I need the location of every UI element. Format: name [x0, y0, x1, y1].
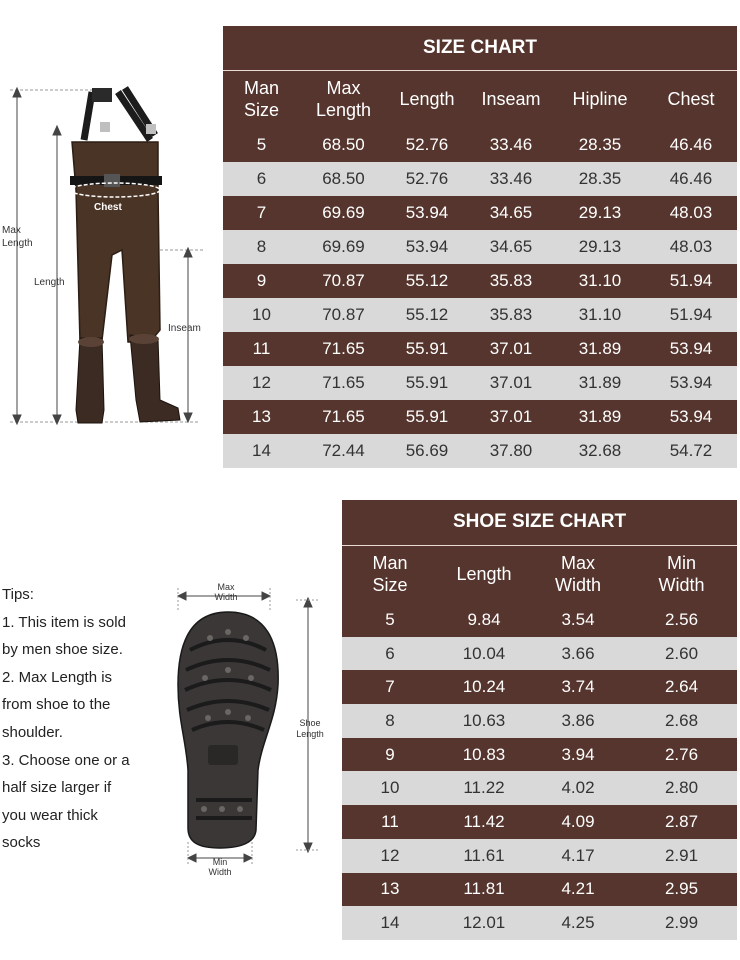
size-table-cell: 13: [223, 400, 300, 434]
shoe-table-cell: 4.25: [530, 906, 626, 940]
shoe-chart-title: SHOE SIZE CHART: [342, 500, 737, 545]
size-table-cell: 31.89: [555, 400, 645, 434]
size-table-cell: 28.35: [555, 162, 645, 196]
size-header-cell: Length: [387, 70, 467, 128]
size-table-cell: 35.83: [467, 298, 555, 332]
shoe-table-cell: 2.95: [626, 873, 737, 907]
shoe-table-cell: 10.83: [438, 738, 530, 772]
size-header-cell: Max Length: [300, 70, 387, 128]
size-table-cell: 12: [223, 366, 300, 400]
size-table-cell: 31.10: [555, 298, 645, 332]
table-row: [342, 805, 737, 839]
shoe-table-cell: 2.68: [626, 704, 737, 738]
shoe-table-cell: 5: [342, 603, 438, 637]
size-table-cell: 55.91: [387, 366, 467, 400]
size-table-cell: 14: [223, 434, 300, 468]
length-label: Length: [34, 277, 65, 288]
shoe-table-cell: 2.99: [626, 906, 737, 940]
shoe-header-cell: Max Width: [530, 545, 626, 603]
size-table-cell: 52.76: [387, 162, 467, 196]
size-table-cell: 34.65: [467, 196, 555, 230]
size-table-cell: 71.65: [300, 366, 387, 400]
size-table-cell: 10: [223, 298, 300, 332]
size-table-cell: 53.94: [645, 332, 737, 366]
tips-line: you wear thick: [2, 806, 98, 824]
tips-line: socks: [2, 834, 41, 852]
size-table-cell: 35.83: [467, 264, 555, 298]
table-row: [223, 162, 737, 196]
size-table-cell: 37.01: [467, 332, 555, 366]
table-row: [342, 873, 737, 907]
shoe-table-cell: 2.91: [626, 839, 737, 873]
table-row: [342, 704, 737, 738]
size-table-cell: 28.35: [555, 128, 645, 162]
shoe-table-cell: 2.80: [626, 771, 737, 805]
max-length-label: Max Length: [2, 225, 33, 249]
size-table-cell: 37.01: [467, 400, 555, 434]
shoe-table-cell: 3.86: [530, 704, 626, 738]
tips-line: by men shoe size.: [2, 641, 123, 659]
table-row: [342, 603, 737, 637]
wader-body: [72, 142, 160, 342]
tips-line: 2. Max Length is: [2, 668, 113, 686]
shoe-table-cell: 6: [342, 637, 438, 671]
tips-text: [2, 581, 130, 857]
shoe-table-cell: 2.56: [626, 603, 737, 637]
shoe-table-cell: 12.01: [438, 906, 530, 940]
size-table-cell: 37.01: [467, 366, 555, 400]
size-table-cell: 71.65: [300, 332, 387, 366]
size-table-cell: 55.91: [387, 400, 467, 434]
size-header-cell: Man Size: [223, 70, 300, 128]
shoe-table-cell: 4.09: [530, 805, 626, 839]
shoe-table-cell: 7: [342, 670, 438, 704]
table-row: [223, 196, 737, 230]
size-table-cell: 53.94: [387, 230, 467, 264]
max-width-label: Max Width: [214, 582, 238, 602]
table-row: [223, 264, 737, 298]
size-table-cell: 53.94: [645, 366, 737, 400]
shoe-table-cell: 13: [342, 873, 438, 907]
shoe-table-cell: 10.63: [438, 704, 530, 738]
table-row: [223, 230, 737, 264]
tips-line: Tips:: [2, 586, 34, 603]
shoe-table-cell: 4.02: [530, 771, 626, 805]
size-table-cell: 52.76: [387, 128, 467, 162]
shoe-table-cell: 4.21: [530, 873, 626, 907]
size-table-cell: 11: [223, 332, 300, 366]
size-table-cell: 51.94: [645, 298, 737, 332]
size-table-cell: 7: [223, 196, 300, 230]
size-table-cell: 37.80: [467, 434, 555, 468]
size-table-cell: 51.94: [645, 264, 737, 298]
shoe-table-cell: 9.84: [438, 603, 530, 637]
size-header-cell: Hipline: [555, 70, 645, 128]
inseam-label: Inseam: [168, 323, 201, 334]
chest-label: Chest: [94, 202, 122, 213]
table-row: [223, 332, 737, 366]
size-table-cell: 8: [223, 230, 300, 264]
size-table-cell: 72.44: [300, 434, 387, 468]
size-table-cell: 55.12: [387, 298, 467, 332]
shoe-table-cell: 11: [342, 805, 438, 839]
tips-line: 1. This item is sold: [2, 613, 126, 631]
shoe-table-cell: 4.17: [530, 839, 626, 873]
shoe-header-cell: Min Width: [626, 545, 737, 603]
wader-illustration: [0, 80, 225, 440]
shoe-table-cell: 3.66: [530, 637, 626, 671]
size-table-cell: 5: [223, 128, 300, 162]
table-row: [223, 298, 737, 332]
size-header-cell: Chest: [645, 70, 737, 128]
table-row: [342, 738, 737, 772]
size-table-cell: 29.13: [555, 230, 645, 264]
shoe-table-cell: 12: [342, 839, 438, 873]
size-table-cell: 69.69: [300, 230, 387, 264]
size-header-cell: Inseam: [467, 70, 555, 128]
size-table-cell: 29.13: [555, 196, 645, 230]
shoe-table-cell: 9: [342, 738, 438, 772]
size-table-cell: 68.50: [300, 162, 387, 196]
shoe-table-cell: 2.60: [626, 637, 737, 671]
shoe-table-cell: 10: [342, 771, 438, 805]
size-table-cell: 56.69: [387, 434, 467, 468]
right-boot: [130, 335, 180, 422]
size-table-cell: 31.89: [555, 332, 645, 366]
shoe-length-label: Shoe Length: [296, 718, 324, 739]
shoe-table-cell: 2.76: [626, 738, 737, 772]
left-boot: [76, 338, 104, 423]
size-chart-title: SIZE CHART: [223, 26, 737, 70]
size-table-cell: 34.65: [467, 230, 555, 264]
tips-line: shoulder.: [2, 723, 63, 741]
shoe-table-cell: 8: [342, 704, 438, 738]
size-table-cell: 31.10: [555, 264, 645, 298]
size-table-cell: 46.46: [645, 162, 737, 196]
size-table-cell: 46.46: [645, 128, 737, 162]
table-row: [223, 128, 737, 162]
shoe-header-cell: Length: [438, 545, 530, 603]
size-table-cell: 32.68: [555, 434, 645, 468]
table-row: [223, 400, 737, 434]
size-table-cell: 68.50: [300, 128, 387, 162]
size-table-cell: 48.03: [645, 230, 737, 264]
tips-line: 3. Choose one or a: [2, 751, 130, 769]
shoe-table-cell: 14: [342, 906, 438, 940]
shoe-table-cell: 11.22: [438, 771, 530, 805]
size-table-cell: 55.91: [387, 332, 467, 366]
tips-line: half size larger if: [2, 779, 112, 797]
shoe-table-cell: 2.87: [626, 805, 737, 839]
table-row: [223, 434, 737, 468]
table-row: [223, 366, 737, 400]
size-table-cell: 70.87: [300, 264, 387, 298]
shoe-table-cell: 3.74: [530, 670, 626, 704]
shoe-table-cell: 11.81: [438, 873, 530, 907]
shoe-table-cell: 3.54: [530, 603, 626, 637]
min-width-label: Min Width: [208, 857, 232, 877]
shoe-table-cell: 2.64: [626, 670, 737, 704]
table-row: [342, 637, 737, 671]
size-table-cell: 9: [223, 264, 300, 298]
shoe-table-cell: 11.61: [438, 839, 530, 873]
shoe-size-chart-table: [342, 500, 737, 940]
size-table-cell: 55.12: [387, 264, 467, 298]
size-table-cell: 31.89: [555, 366, 645, 400]
tips-line: from shoe to the: [2, 696, 111, 714]
table-row: [342, 670, 737, 704]
size-table-cell: 6: [223, 162, 300, 196]
size-table-cell: 70.87: [300, 298, 387, 332]
size-table-cell: 69.69: [300, 196, 387, 230]
size-table-cell: 53.94: [387, 196, 467, 230]
size-table-cell: 53.94: [645, 400, 737, 434]
shoe-table-cell: 3.94: [530, 738, 626, 772]
size-table-cell: 33.46: [467, 162, 555, 196]
length-arrow: [53, 126, 61, 424]
table-row: [342, 771, 737, 805]
shoe-table-cell: 11.42: [438, 805, 530, 839]
size-table-cell: 33.46: [467, 128, 555, 162]
size-table-cell: 71.65: [300, 400, 387, 434]
table-row: [342, 906, 737, 940]
size-chart-table: [223, 26, 737, 468]
shoe-table-cell: 10.04: [438, 637, 530, 671]
size-table-cell: 48.03: [645, 196, 737, 230]
shoe-header-cell: Man Size: [342, 545, 438, 603]
shoe-table-cell: 10.24: [438, 670, 530, 704]
table-row: [342, 839, 737, 873]
size-table-cell: 54.72: [645, 434, 737, 468]
